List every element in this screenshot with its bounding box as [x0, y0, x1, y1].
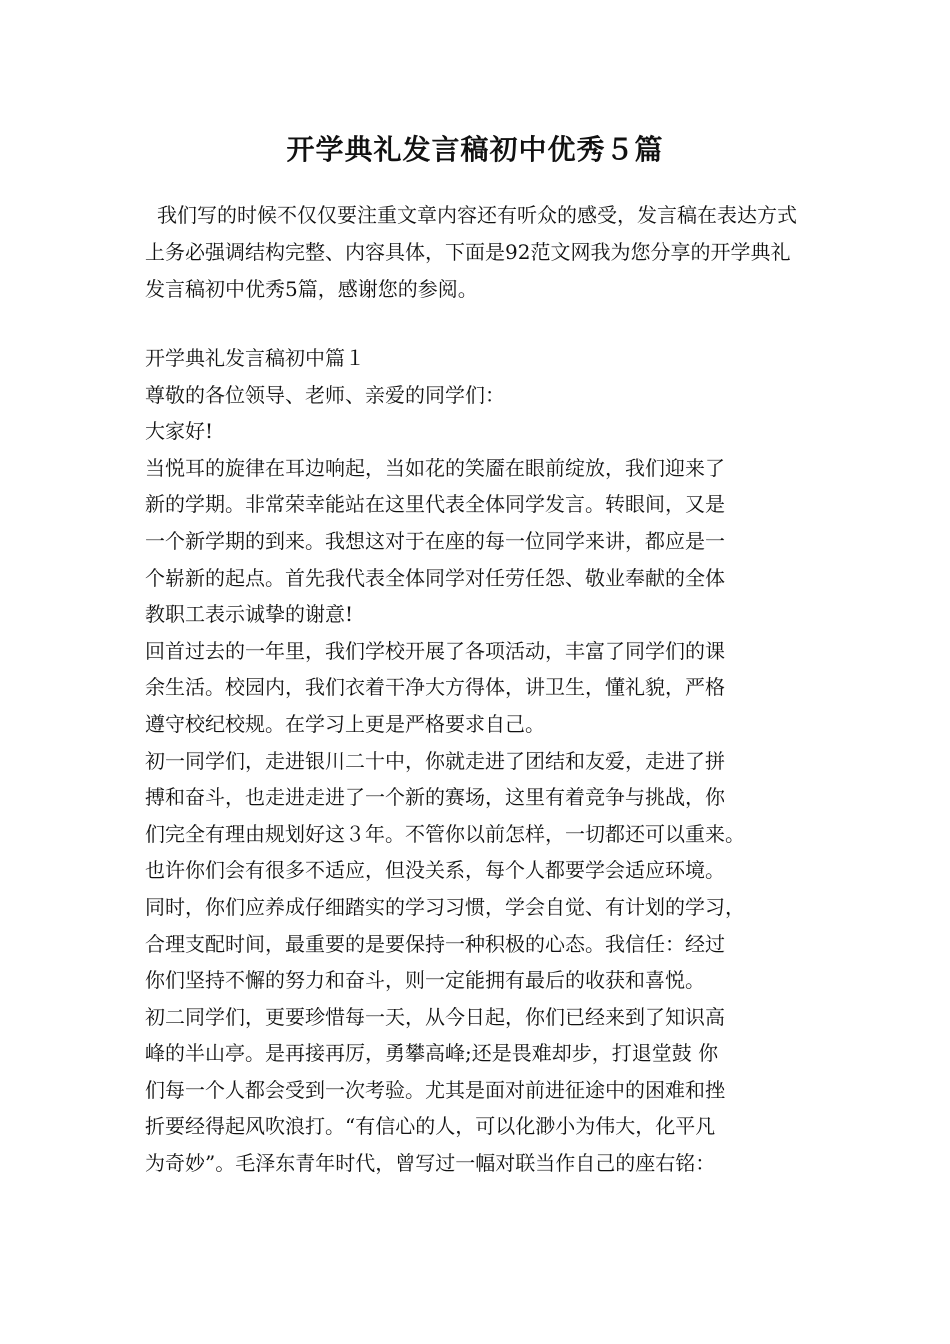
text-line: 开学典礼发言稿初中篇１ [145, 346, 365, 370]
text-line: 大家好! [145, 419, 214, 444]
text-line: 折要经得起风吹浪打。“有信心的人，可以化渺小为伟大，化平凡 [145, 1114, 716, 1139]
text-line: 为奇妙”。毛泽东青年时代，曾写过一幅对联当作自己的座右铭： [145, 1151, 716, 1176]
text-line: 同时，你们应养成仔细踏实的学习习惯，学会自觉、有计划的学习， [145, 894, 745, 919]
text-line: 余生活。校园内，我们衣着干净大方得体，讲卫生，懂礼貌，严格 [145, 675, 725, 700]
text-line: 们每一个人都会受到一次考验。尤其是面对前进征途中的困难和挫 [145, 1077, 725, 1102]
text-line: 教职工表示诚挚的谢意! [145, 602, 354, 627]
text-line: 新的学期。非常荣幸能站在这里代表全体同学发言。转眼间，又是 [145, 492, 725, 517]
text-line: 尊敬的各位领导、老师、亲爱的同学们： [145, 382, 505, 407]
text-line: 峰的半山亭。是再接再厉，勇攀高峰;还是畏难却步，打退堂鼓 你 [145, 1041, 719, 1066]
text-line: 们完全有理由规划好这３年。不管你以前怎样，一切都还可以重来。 [145, 821, 745, 846]
text-line: 一个新学期的到来。我想这对于在座的每一位同学来讲，都应是一 [145, 528, 725, 553]
intro-paragraph: 我们写的时候不仅仅要注重文章内容还有听众的感受，发言稿在表达方式上务必强调结构完整、内容具体，下面是92范文网我为您分享的开学典礼发言稿初中优秀5篇，感谢您的参阅。 [145, 203, 797, 301]
text-line: 搏和奋斗，也走进走进了一个新的赛场，这里有着竞争与挑战，你 [145, 785, 725, 810]
text-line: 初一同学们，走进银川二十中，你就走进了团结和友爱，走进了拼 [145, 748, 725, 773]
page-title: 开学典礼发言稿初中优秀５篇 [286, 133, 664, 166]
text-line: 也许你们会有很多不适应，但没关系，每个人都要学会适应环境。 [145, 858, 725, 883]
body-text [145, 340, 810, 1182]
text-line: 当悦耳的旋律在耳边响起，当如花的笑靥在眼前绽放，我们迎来了 [145, 455, 725, 480]
text-line: 回首过去的一年里，我们学校开展了各项活动，丰富了同学们的课 [145, 638, 725, 663]
text-line: 你们坚持不懈的努力和奋斗，则一定能拥有最后的收获和喜悦。 [145, 968, 705, 993]
text-line: 初二同学们，更要珍惜每一天，从今日起，你们已经来到了知识高 [145, 1004, 725, 1029]
text-line: 遵守校纪校规。在学习上更是严格要求自己。 [145, 711, 545, 736]
text-line: 个崭新的起点。首先我代表全体同学对任劳任怨、敬业奉献的全体 [145, 565, 725, 590]
text-line: 合理支配时间，最重要的是要保持一种积极的心态。我信任：经过 [145, 931, 725, 956]
